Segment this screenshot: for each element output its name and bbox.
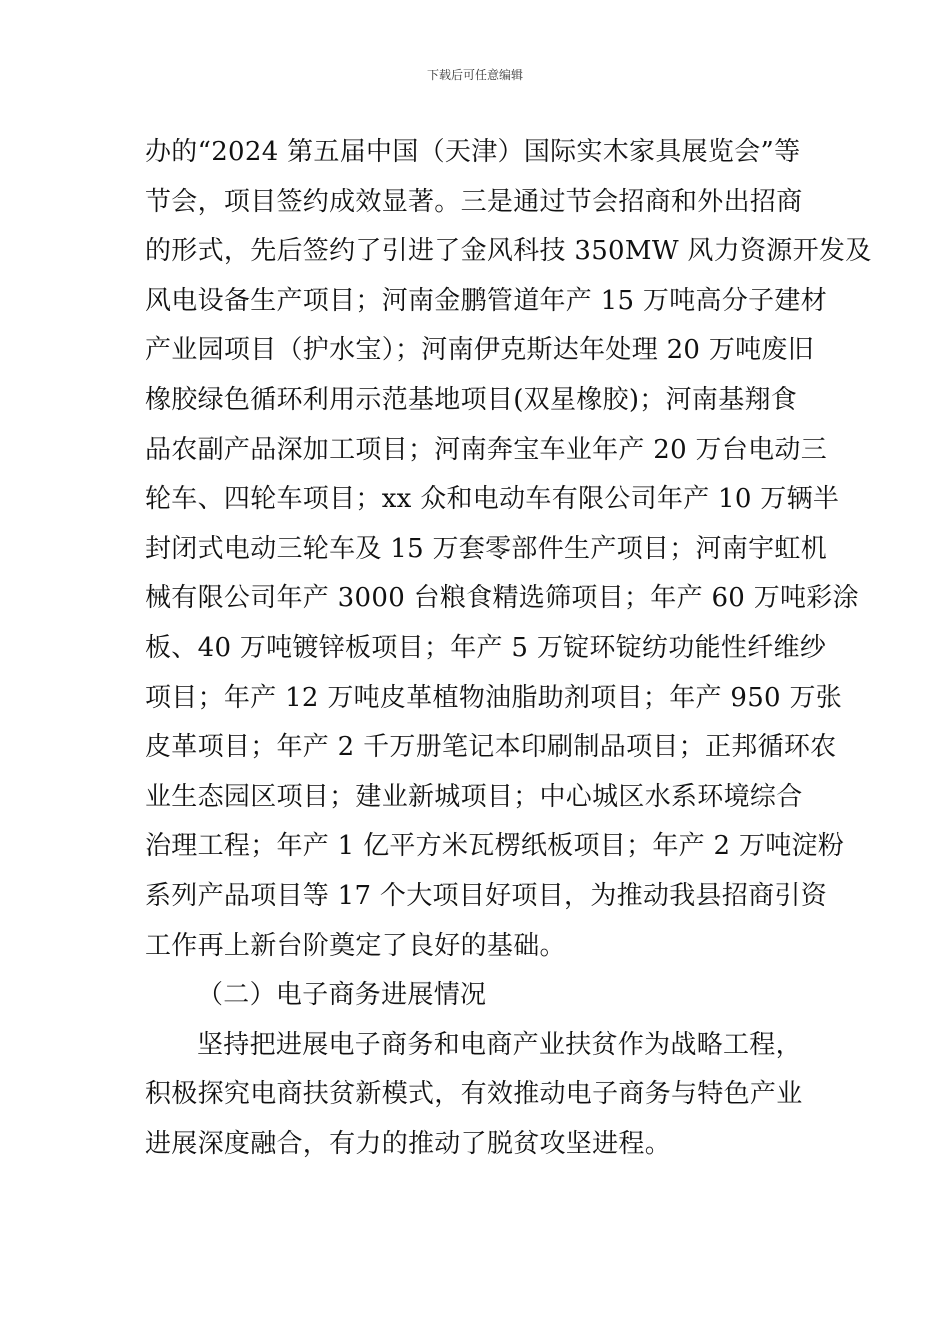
text-line: 封闭式电动三轮车及 15 万套零部件生产项目；河南宇虹机 <box>145 533 828 564</box>
text-line: 风电设备生产项目；河南金鹏管道年产 15 万吨高分子建材 <box>145 285 828 316</box>
text-line: 板、40 万吨镀锌板项目；年产 5 万锭环锭纺功能性纤维纱 <box>145 632 827 663</box>
text-line: 办的“2024 第五届中国（天津）国际实木家具展览会”等 <box>145 137 801 167</box>
document-body <box>145 128 872 1169</box>
paragraph-first-line: 坚持把进展电子商务和电商产业扶贫作为战略工程， <box>197 1029 802 1060</box>
text-line: 进展深度融合，有力的推动了脱贫攻坚进程。 <box>145 1128 672 1159</box>
text-line: 系列产品项目等 17 个大项目好项目，为推动我县招商引资 <box>145 880 828 911</box>
text-line: 节会，项目签约成效显著。三是通过节会招商和外出招商 <box>145 186 803 217</box>
header-text: 下载后可任意编辑 <box>426 68 523 82</box>
text-line: 械有限公司年产 3000 台粮食精选筛项目；年产 60 万吨彩涂 <box>145 583 859 614</box>
text-line: 治理工程；年产 1 亿平方米瓦楞纸板项目；年产 2 万吨淀粉 <box>145 831 845 862</box>
text-line: 积极探究电商扶贫新模式，有效推动电子商务与特色产业 <box>145 1079 803 1110</box>
text-line: 橡胶绿色循环利用示范基地项目(双星橡胶)；河南基翔食 <box>145 384 798 415</box>
text-line: 轮车、四轮车项目；xx 众和电动车有限公司年产 10 万辆半 <box>145 484 840 515</box>
section-heading: （二）电子商务进展情况 <box>197 980 487 1011</box>
text-line: 业生态园区项目；建业新城项目；中心城区水系环境综合 <box>145 781 803 812</box>
text-line: 产业园项目（护水宝）；河南伊克斯达年处理 20 万吨废旧 <box>145 335 815 366</box>
text-line: 的形式，先后签约了引进了金风科技 350MW 风力资源开发及 <box>145 236 872 267</box>
text-line: 品农副产品深加工项目；河南奔宝车业年产 20 万台电动三 <box>145 434 828 465</box>
text-line: 皮革项目；年产 2 千万册笔记本印刷制品项目；正邦循环农 <box>145 732 837 763</box>
text-line: 工作再上新台阶奠定了良好的基础。 <box>145 930 566 961</box>
text-line: 项目；年产 12 万吨皮革植物油脂助剂项目；年产 950 万张 <box>145 682 843 713</box>
page-header <box>0 67 950 83</box>
